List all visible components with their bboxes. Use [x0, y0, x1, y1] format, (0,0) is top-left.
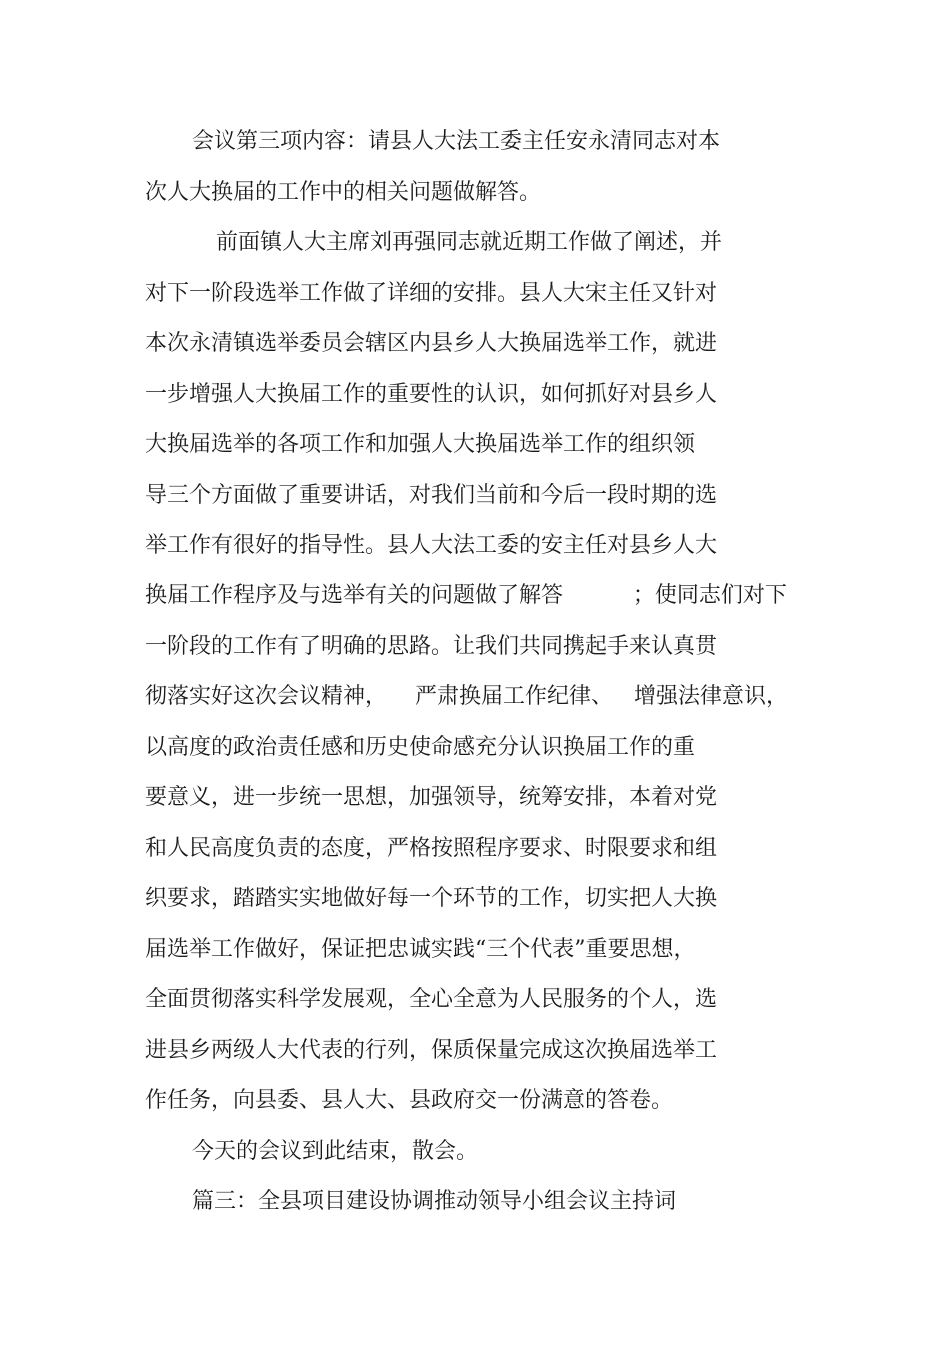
text-line-10: 换届工作程序及与选举有关的问题做了解答 ；使同志们对下	[145, 583, 787, 608]
text-line-3: 前面镇人大主席刘再强同志就近期工作做了阐述，并	[216, 230, 723, 255]
text-line-12: 彻落实好这次会议精神， 严肃换届工作纪律、 增强法律意识，	[145, 684, 788, 709]
text-line-9: 举工作有很好的指导性。县人大法工委的安主任对县乡人大	[145, 533, 718, 558]
text-line-7: 大换届选举的各项工作和加强人大换届选举工作的组织领	[145, 432, 696, 457]
text-line-13: 以高度的政治责任感和历史使命感充分认识换届工作的重	[145, 735, 696, 760]
text-line-2: 次人大换届的工作中的相关问题做解答。	[145, 180, 542, 205]
text-line-21: 今天的会议到此结束，散会。	[192, 1139, 479, 1164]
text-line-19: 进县乡两级人大代表的行列，保质保量完成这次换届选举工	[145, 1038, 718, 1063]
text-line-1: 会议第三项内容：请县人大法工委主任安永清同志对本	[192, 129, 721, 154]
text-line-6: 一步增强人大换届工作的重要性的认识，如何抓好对县乡人	[145, 382, 718, 407]
text-line-5: 本次永清镇选举委员会辖区内县乡人大换届选举工作，就进	[145, 331, 718, 356]
section-heading: 篇三：全县项目建设协调推动领导小组会议主持词	[192, 1189, 677, 1214]
text-line-8: 导三个方面做了重要讲话，对我们当前和今后一段时期的选	[145, 483, 718, 508]
text-line-14: 要意义，进一步统一思想，加强领导，统筹安排，本着对党	[145, 785, 718, 810]
text-line-18: 全面贯彻落实科学发展观，全心全意为人民服务的个人，选	[145, 987, 718, 1012]
text-line-11: 一阶段的工作有了明确的思路。让我们共同携起手来认真贯	[145, 634, 718, 659]
text-line-15: 和人民高度负责的态度，严格按照程序要求、时限要求和组	[145, 836, 718, 861]
text-line-16: 织要求，踏踏实实地做好每一个环节的工作，切实把人大换	[145, 886, 718, 911]
text-line-4: 对下一阶段选举工作做了详细的安排。县人大宋主任又针对	[145, 281, 718, 306]
text-line-20: 作任务，向县委、县人大、县政府交一份满意的答卷。	[145, 1088, 674, 1113]
text-line-17: 届选举工作做好，保证把忠诚实践“三个代表”重要思想，	[145, 937, 696, 962]
